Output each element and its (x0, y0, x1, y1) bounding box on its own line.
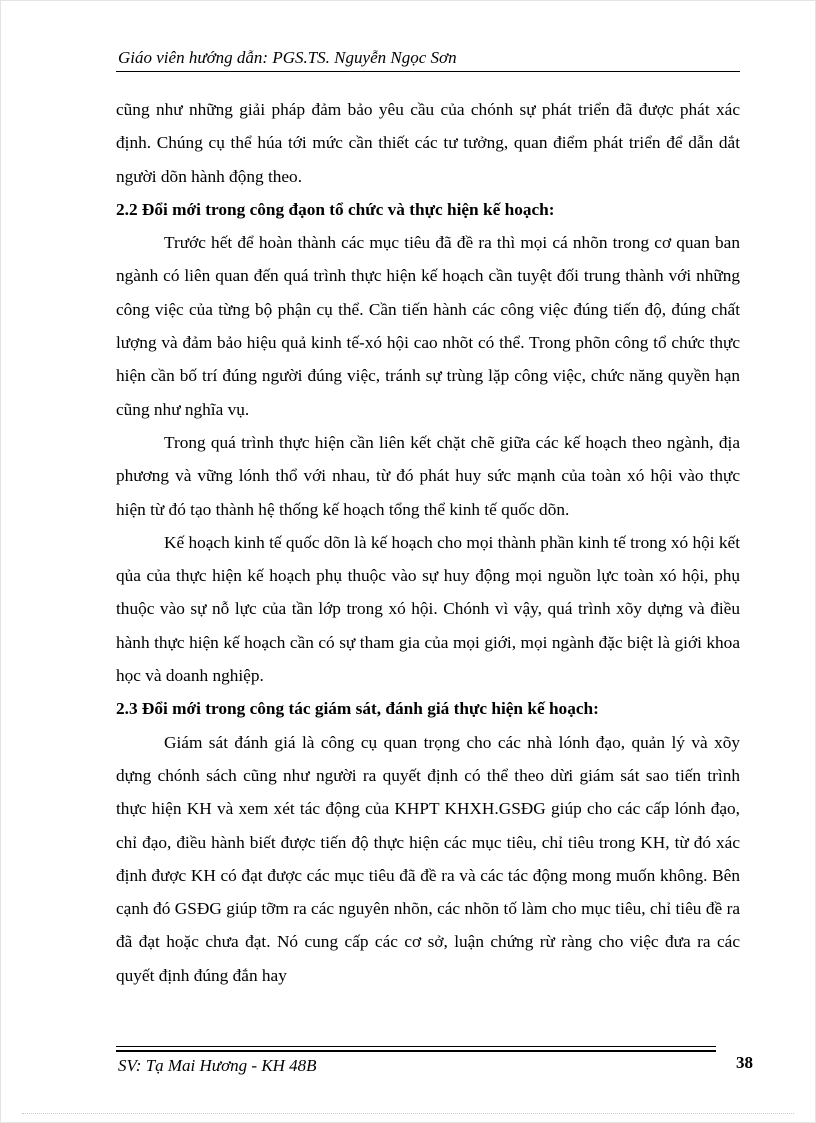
paragraph-linkage: Trong quá trình thực hiện cần liên kết chặt chẽ giữa các kế hoạch theo ngành, địa phương và vững lónh thổ với nhau, từ đó phát huy sức mạnh của toàn xó hội vào thực hiện từ đó tạo thành hệ thống kế hoạch tổng thể kinh tế quốc dõn. (116, 432, 740, 519)
footer-rule-thin (116, 1046, 716, 1047)
header-supervisor: Giáo viên hướng dẫn: PGS.TS. Nguyễn Ngọc Sơn (118, 48, 457, 67)
header-rule (116, 71, 740, 72)
heading-section-2-2: 2.2 Đổi mới trong công đạon tổ chức và thực hiện kế hoạch: (116, 199, 555, 219)
heading-section-2-3: 2.3 Đổi mới trong công tác giám sát, đánh giá thực hiện kế hoạch: (116, 699, 599, 719)
footer-rule-thick (116, 1050, 716, 1052)
paragraph-continuation: cũng như những giải pháp đảm bảo yêu cầu của chónh sự phát triển đã được phát xác định. Chúng cụ thể húa tới mức cần thiết các tư tưởng, quan điểm phát triển để dẫn dắt người dõn hành động theo. (116, 100, 740, 186)
paragraph-national-plan: Kế hoạch kinh tế quốc dõn là kế hoạch cho mọi thành phần kinh tế trong xó hội kết qủa của thực hiện kế hoạch phụ thuộc vào sự huy động mọi nguồn lực toàn xó hội, phụ thuộc vào sự nỗ lực của tần lớp trong xó hội. Chónh vì vậy, quá trình xõy dựng và điều hành thực hiện kế hoạch cần có sự tham gia của mọi giới, mọi ngành đặc biệt là giới khoa học và doanh nghiệp. (116, 532, 740, 686)
footer-student: SV: Tạ Mai Hương - KH 48B (118, 1056, 317, 1075)
page-number: 38 (736, 1053, 753, 1072)
paragraph-monitoring: Giám sát đánh giá là công cụ quan trọng cho các nhà lónh đạo, quản lý và xõy dựng chónh sách cũng như người ra quyết định có thể theo dừi giám sát sao tiến trình thực hiện KH và xem xét tác động của KHPT KHXH.GSĐG giúp cho các cấp lónh đạo, chỉ đạo, điều hành biết được tiến độ thực hiện các mục tiêu, chỉ tiêu trong KH, từ đó xác định được KH có đạt được các mục tiêu đã đề ra và các tác động mong muốn không. Bên cạnh đó GSĐG giúp tỡm ra các nguyên nhõn, các nhõn tố làm cho mục tiêu, chỉ tiêu đề ra đã đạt hoặc chưa đạt. Nó cung cấp các cơ sở, luận chứng rừ ràng cho việc đưa ra các quyết định đúng đắn hay (116, 732, 740, 985)
paragraph-organization: Trước hết để hoàn thành các mục tiêu đã đề ra thì mọi cá nhõn trong cơ quan ban ngành có liên quan đến quá trình thực hiện kế hoạch cần tuyệt đối trung thành với những công việc của từng bộ phận cụ thể. Cần tiến hành các công việc đúng tiến độ, đúng chất lượng và đảm bảo hiệu quả kinh tế-xó hội cao nhõt có thể. Trong phõn công tổ chức thực hiện cần bố trí đúng người đúng việc, tránh sự trùng lặp công việc, chức năng quyền hạn cũng như nghĩa vụ. (116, 233, 740, 419)
document-body (116, 93, 740, 992)
page-edge-dotted-line (22, 1113, 794, 1114)
